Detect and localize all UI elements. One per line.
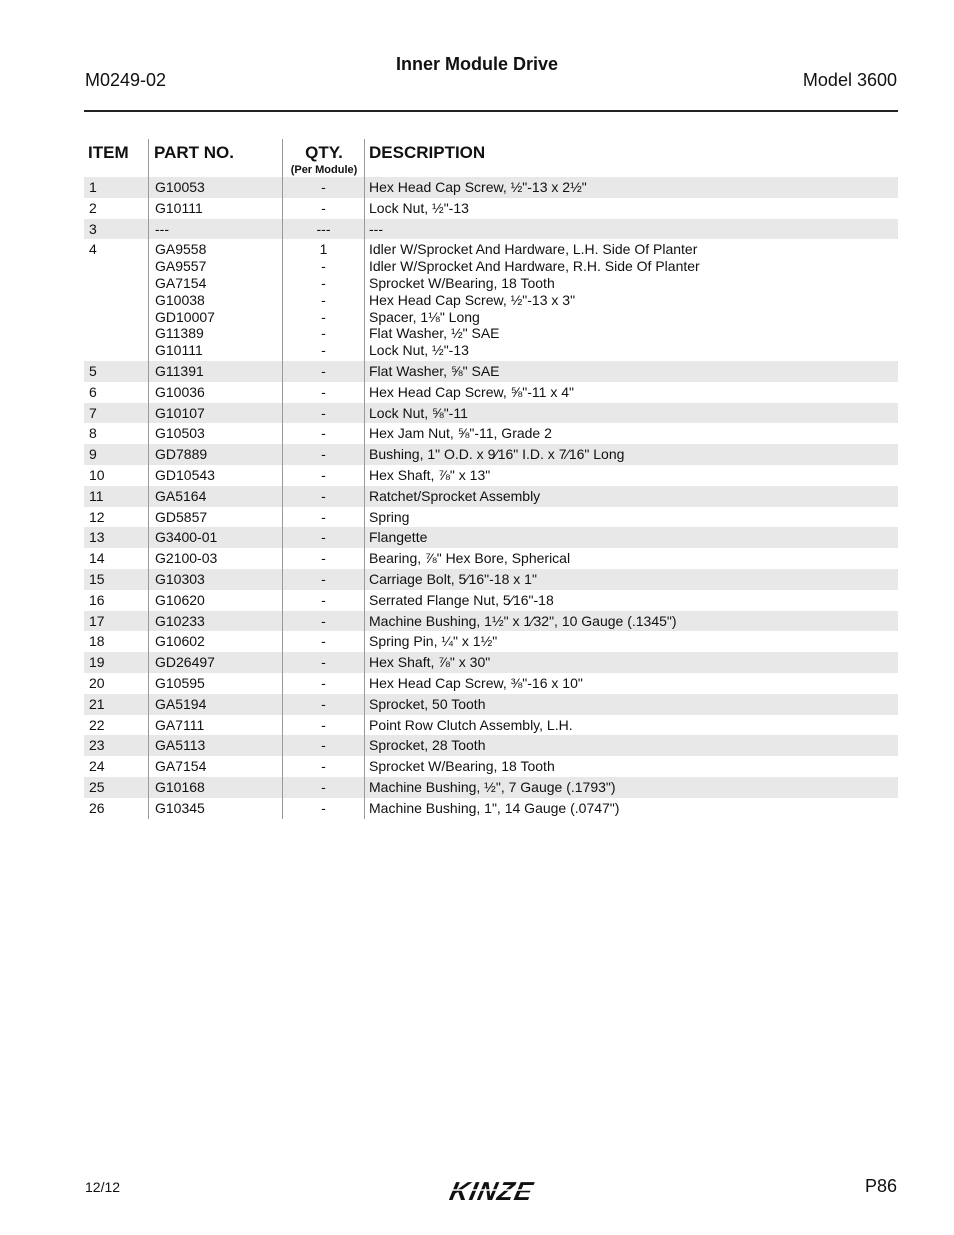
description-line: Hex Jam Nut, ⅝"-11, Grade 2 <box>369 425 552 442</box>
quantity-line: - <box>321 383 326 400</box>
table-row <box>84 486 898 507</box>
part-number <box>148 444 282 465</box>
description <box>364 219 898 240</box>
item-number: 14 <box>89 550 105 567</box>
description <box>364 611 898 632</box>
quantity <box>282 735 364 756</box>
quantity-line: - <box>321 737 326 754</box>
part-number-line: GA9558 <box>155 241 207 258</box>
part-number <box>148 423 282 444</box>
description-line: Hex Shaft, ⅞" x 30" <box>369 654 491 671</box>
quantity <box>282 652 364 673</box>
table-row <box>84 611 898 632</box>
table-row <box>84 777 898 798</box>
part-number-line: GA5113 <box>155 737 206 754</box>
part-number <box>148 465 282 486</box>
part-number <box>148 219 282 240</box>
quantity-line: - <box>321 258 326 275</box>
table-row <box>84 403 898 424</box>
description-line: Sprocket W/Bearing, 18 Tooth <box>369 758 555 775</box>
table-row <box>84 756 898 777</box>
part-number-line: G10233 <box>155 612 205 629</box>
table-row <box>84 423 898 444</box>
description <box>364 382 898 403</box>
description-line: Flangette <box>369 529 428 546</box>
item-number: 15 <box>89 570 105 587</box>
table-row <box>84 527 898 548</box>
part-number <box>148 177 282 198</box>
col-header-description: DESCRIPTION <box>364 139 903 177</box>
quantity-line: - <box>321 570 326 587</box>
quantity <box>282 507 364 528</box>
quantity-line: - <box>321 695 326 712</box>
part-number-line: --- <box>155 220 169 237</box>
col-header-item: ITEM <box>88 143 129 162</box>
document-number: M0249-02 <box>85 70 167 90</box>
part-number <box>148 673 282 694</box>
description <box>364 361 898 382</box>
page-title: Inner Module Drive <box>395 54 559 74</box>
quantity-line: - <box>321 799 326 816</box>
part-number <box>148 631 282 652</box>
page-number: P86 <box>864 1176 897 1196</box>
table-row <box>84 219 898 240</box>
part-number-line: G10053 <box>155 179 205 195</box>
description <box>364 777 898 798</box>
table-row <box>84 631 898 652</box>
description <box>364 177 898 198</box>
part-number <box>148 486 282 507</box>
quantity <box>282 673 364 694</box>
item-number: 25 <box>89 778 105 795</box>
table-header <box>84 139 898 177</box>
quantity-line: - <box>321 199 326 216</box>
item-number: 22 <box>89 716 105 733</box>
part-number-line: G3400-01 <box>155 529 218 546</box>
quantity <box>282 777 364 798</box>
quantity-line: - <box>321 308 326 325</box>
quantity <box>282 423 364 444</box>
quantity <box>282 756 364 777</box>
part-number-line: G10303 <box>155 570 205 587</box>
table-row <box>84 177 898 198</box>
description-line: Flat Washer, ⅝" SAE <box>369 362 500 379</box>
quantity-line: - <box>321 674 326 691</box>
table-row <box>84 548 898 569</box>
part-number <box>148 652 282 673</box>
description-line: Machine Bushing, ½", 7 Gauge (.1793") <box>369 778 616 795</box>
description-line: Lock Nut, ½"-13 <box>369 342 469 359</box>
quantity-line: - <box>321 425 326 442</box>
part-number-line: G10620 <box>155 591 205 608</box>
description-line: Idler W/Sprocket And Hardware, L.H. Side Of Planter <box>369 241 698 258</box>
revision-date: 12/12 <box>85 1179 121 1195</box>
quantity <box>282 798 364 819</box>
part-number-line: G10503 <box>155 425 205 442</box>
quantity-line: - <box>321 179 326 195</box>
description-line: Lock Nut, ½"-13 <box>369 199 469 216</box>
description-line: Point Row Clutch Assembly, L.H. <box>369 716 573 733</box>
part-number <box>148 382 282 403</box>
part-number-line: G10168 <box>155 778 205 795</box>
description-line: --- <box>369 220 383 237</box>
description <box>364 735 898 756</box>
part-number <box>148 527 282 548</box>
item-number: 26 <box>89 799 105 816</box>
description <box>364 652 898 673</box>
part-number-line: G10038 <box>155 291 205 308</box>
description <box>364 198 898 219</box>
quantity-line: - <box>321 466 326 483</box>
part-number-line: G10602 <box>155 633 205 650</box>
quantity <box>282 403 364 424</box>
part-number <box>148 694 282 715</box>
description <box>364 527 898 548</box>
table-row <box>84 361 898 382</box>
part-number-line: G10345 <box>155 799 205 816</box>
item-number: 16 <box>89 591 105 608</box>
item-number: 19 <box>89 654 105 671</box>
description <box>364 507 898 528</box>
table-row <box>84 694 898 715</box>
part-number <box>148 239 282 361</box>
description-line: Sprocket W/Bearing, 18 Tooth <box>369 274 555 291</box>
quantity-line: - <box>321 291 326 308</box>
item-number: 8 <box>89 425 97 442</box>
part-number <box>148 715 282 736</box>
description <box>364 403 898 424</box>
part-number <box>148 569 282 590</box>
description <box>364 590 898 611</box>
quantity <box>282 527 364 548</box>
quantity-line: - <box>321 342 326 359</box>
quantity-line: - <box>321 591 326 608</box>
part-number <box>148 403 282 424</box>
part-number <box>148 548 282 569</box>
part-number-line: G10595 <box>155 674 205 691</box>
part-number-line: GA5164 <box>155 487 207 504</box>
table-row <box>84 590 898 611</box>
part-number-line: GD26497 <box>155 654 215 671</box>
item-number: 5 <box>89 362 97 379</box>
description <box>364 673 898 694</box>
quantity-line: 1 <box>319 241 328 258</box>
quantity <box>282 548 364 569</box>
table-row <box>84 715 898 736</box>
part-number-line: GA5194 <box>155 695 207 712</box>
table-row <box>84 673 898 694</box>
part-number-line: G10111 <box>155 342 203 359</box>
description <box>364 239 898 361</box>
description-line: Hex Head Cap Screw, ⅝"-11 x 4" <box>369 383 574 400</box>
description-line: Ratchet/Sprocket Assembly <box>369 487 541 504</box>
table-row <box>84 239 898 361</box>
quantity-line: - <box>321 529 326 546</box>
quantity <box>282 486 364 507</box>
item-number: 20 <box>89 674 105 691</box>
part-number-line: GA7154 <box>155 274 207 291</box>
part-number <box>148 611 282 632</box>
description <box>364 694 898 715</box>
item-number: 11 <box>89 487 104 504</box>
item-number: 10 <box>89 466 105 483</box>
part-number-line: GA9557 <box>155 258 207 275</box>
part-number <box>148 198 282 219</box>
item-number: 18 <box>89 633 105 650</box>
description-line: Flat Washer, ½" SAE <box>369 325 500 342</box>
quantity-line: - <box>321 508 326 525</box>
table-row <box>84 652 898 673</box>
quantity <box>282 219 364 240</box>
description-line: Bearing, ⅞" Hex Bore, Spherical <box>369 550 571 567</box>
description-line: Spring <box>369 508 410 525</box>
quantity-line: - <box>321 758 326 775</box>
description-line: Lock Nut, ⅝"-11 <box>369 404 468 421</box>
part-number-line: G11389 <box>155 325 204 342</box>
description-line: Spring Pin, ¼" x 1½" <box>369 633 498 650</box>
table-row <box>84 507 898 528</box>
quantity-line: - <box>321 550 326 567</box>
item-number: 24 <box>89 758 105 775</box>
description-line: Spacer, 1⅛" Long <box>369 308 480 325</box>
quantity <box>282 631 364 652</box>
part-number-line: G2100-03 <box>155 550 218 567</box>
kinze-logo <box>431 1176 551 1206</box>
description <box>364 631 898 652</box>
table-body <box>84 177 898 819</box>
description <box>364 569 898 590</box>
part-number-line: GA7154 <box>155 758 207 775</box>
description-line: Bushing, 1" O.D. x 9⁄16" I.D. x 7⁄16" Long <box>369 446 625 463</box>
description-line: Hex Head Cap Screw, ½"-13 x 3" <box>369 291 576 308</box>
quantity-line: - <box>321 612 326 629</box>
part-number-line: G11391 <box>155 362 204 379</box>
item-number: 17 <box>89 612 105 629</box>
quantity-line: - <box>321 362 326 379</box>
quantity-line: - <box>321 654 326 671</box>
description-line: Sprocket, 50 Tooth <box>369 695 486 712</box>
description <box>364 715 898 736</box>
quantity-line: - <box>321 404 326 421</box>
description <box>364 548 898 569</box>
part-number-line: GD5857 <box>155 508 208 525</box>
quantity-line: - <box>321 633 326 650</box>
quantity <box>282 444 364 465</box>
table-row <box>84 382 898 403</box>
model-label: Model 3600 <box>802 70 897 90</box>
part-number <box>148 756 282 777</box>
quantity <box>282 198 364 219</box>
part-number <box>148 507 282 528</box>
table-row <box>84 465 898 486</box>
description-line: Machine Bushing, 1", 14 Gauge (.0747") <box>369 799 620 816</box>
part-number-line: GA7111 <box>155 716 205 733</box>
description-line: Hex Head Cap Screw, ½"-13 x 2½" <box>369 179 587 195</box>
quantity-line: - <box>321 778 326 795</box>
item-number: 9 <box>89 446 97 463</box>
description-line: Serrated Flange Nut, 5⁄16"-18 <box>369 591 554 608</box>
part-number-line: GD10007 <box>155 308 215 325</box>
part-number <box>148 798 282 819</box>
item-number: 21 <box>89 695 105 712</box>
quantity-line: - <box>321 487 326 504</box>
description-line: Carriage Bolt, 5⁄16"-18 x 1" <box>369 570 537 587</box>
col-header-qty: QTY. (Per Module) <box>282 139 365 177</box>
description-line: Idler W/Sprocket And Hardware, R.H. Side Of Planter <box>369 258 700 275</box>
quantity-line: - <box>321 716 326 733</box>
part-number-line: G10036 <box>155 383 205 400</box>
col-header-part-no: PART NO. <box>148 139 288 177</box>
part-number-line: G10111 <box>155 199 203 216</box>
description <box>364 444 898 465</box>
quantity <box>282 611 364 632</box>
quantity <box>282 239 364 361</box>
parts-table <box>84 139 898 819</box>
svg-text:KINZE: KINZE <box>447 1176 537 1206</box>
part-number <box>148 777 282 798</box>
quantity <box>282 569 364 590</box>
quantity-line: - <box>321 325 326 342</box>
item-number: 12 <box>89 508 105 525</box>
quantity <box>282 465 364 486</box>
quantity-line: - <box>321 446 326 463</box>
quantity <box>282 694 364 715</box>
description-line: Hex Head Cap Screw, ⅜"-16 x 10" <box>369 674 583 691</box>
part-number <box>148 590 282 611</box>
quantity <box>282 177 364 198</box>
part-number <box>148 361 282 382</box>
quantity-line: --- <box>316 220 331 237</box>
description <box>364 798 898 819</box>
description <box>364 465 898 486</box>
part-number-line: GD10543 <box>155 466 215 483</box>
item-number: 4 <box>89 241 97 258</box>
part-number-line: G10107 <box>155 404 205 421</box>
table-row <box>84 798 898 819</box>
description <box>364 423 898 444</box>
quantity <box>282 715 364 736</box>
quantity <box>282 382 364 403</box>
part-number-line: GD7889 <box>155 446 208 463</box>
header-divider <box>84 110 898 112</box>
item-number: 3 <box>89 220 97 237</box>
item-number: 7 <box>89 404 97 421</box>
description-line: Hex Shaft, ⅞" x 13" <box>369 466 491 483</box>
table-row <box>84 735 898 756</box>
quantity <box>282 361 364 382</box>
item-number: 13 <box>89 529 105 546</box>
table-row <box>84 444 898 465</box>
table-row <box>84 198 898 219</box>
description <box>364 486 898 507</box>
description-line: Sprocket, 28 Tooth <box>369 737 486 754</box>
quantity <box>282 590 364 611</box>
col-header-qty-sub: (Per Module) <box>290 164 358 176</box>
item-number: 23 <box>89 737 105 754</box>
description <box>364 756 898 777</box>
item-number: 6 <box>89 383 97 400</box>
description-line: Machine Bushing, 1½" x 1⁄32", 10 Gauge (.1345") <box>369 612 677 629</box>
part-number <box>148 735 282 756</box>
item-number: 1 <box>89 179 97 195</box>
table-row <box>84 569 898 590</box>
item-number: 2 <box>89 199 97 216</box>
quantity-line: - <box>321 274 326 291</box>
